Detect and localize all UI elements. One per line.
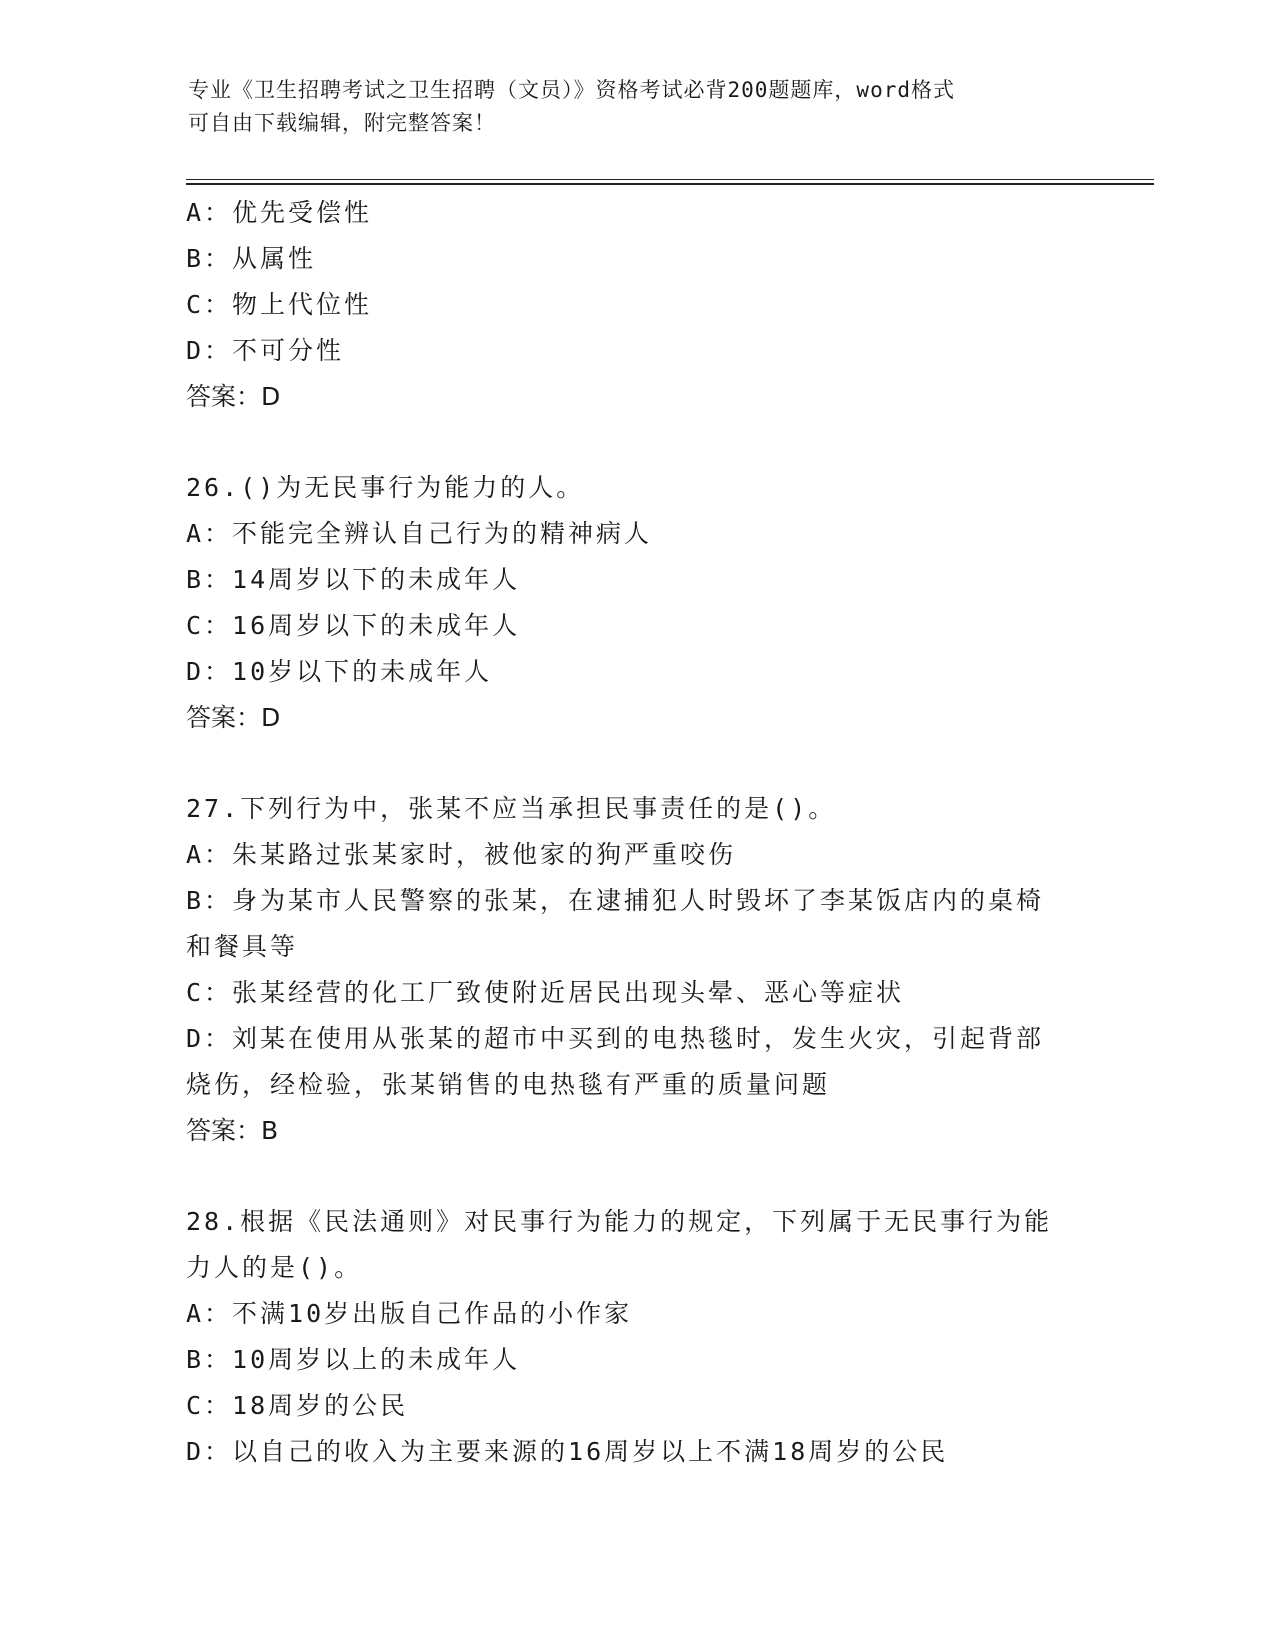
option-a: A：不能完全辨认自己行为的精神病人 [186,519,653,548]
header-title-line-2: 可自由下载编辑，附完整答案！ [188,111,496,135]
option-a: A：朱某路过张某家时，被他家的狗严重咬伤 [186,840,737,869]
option-c: C：张某经营的化工厂致使附近居民出现头晕、恶心等症状 [186,978,905,1007]
option-b-continued: 和餐具等 [186,932,299,961]
option-a: A：优先受偿性 [186,198,373,227]
option-a: A：不满10岁出版自己作品的小作家 [186,1299,633,1328]
question-25 [186,190,1086,420]
spacer [186,420,1086,465]
header-divider-thin [186,179,1154,180]
option-b: B：从属性 [186,244,317,273]
question-list [186,190,1086,1475]
option-d: D：不可分性 [186,336,345,365]
option-b: B：14周岁以下的未成年人 [186,565,521,594]
option-d-continued: 烧伤，经检验，张某销售的电热毯有严重的质量问题 [186,1070,831,1099]
question-27 [186,786,1086,1154]
spacer [186,1154,1086,1199]
header-title-line-1: 专业《卫生招聘考试之卫生招聘（文员）》资格考试必背200题题库，word格式 [188,78,955,102]
option-c: C：18周岁的公民 [186,1391,409,1420]
document-header [188,74,1088,140]
question-stem: 27.下列行为中，张某不应当承担民事责任的是()。 [186,794,837,823]
question-stem: 28.根据《民法通则》对民事行为能力的规定，下列属于无民事行为能 [186,1207,1053,1236]
question-stem-continued: 力人的是()。 [186,1253,363,1282]
answer: 答案：D [186,703,281,732]
option-b: B：身为某市人民警察的张某，在逮捕犯人时毁坏了李某饭店内的桌椅 [186,886,1045,915]
spacer [186,741,1086,786]
question-stem: 26.()为无民事行为能力的人。 [186,473,585,502]
answer: 答案：D [186,382,281,411]
option-b: B：10周岁以上的未成年人 [186,1345,521,1374]
option-c: C：16周岁以下的未成年人 [186,611,521,640]
option-c: C：物上代位性 [186,290,373,319]
option-d: D：以自己的收入为主要来源的16周岁以上不满18周岁的公民 [186,1437,949,1466]
question-26 [186,465,1086,741]
answer: 答案：B [186,1116,279,1145]
question-28 [186,1199,1086,1475]
header-divider-thick [186,183,1154,185]
option-d: D：10岁以下的未成年人 [186,657,493,686]
option-d: D：刘某在使用从张某的超市中买到的电热毯时，发生火灾，引起背部 [186,1024,1045,1053]
